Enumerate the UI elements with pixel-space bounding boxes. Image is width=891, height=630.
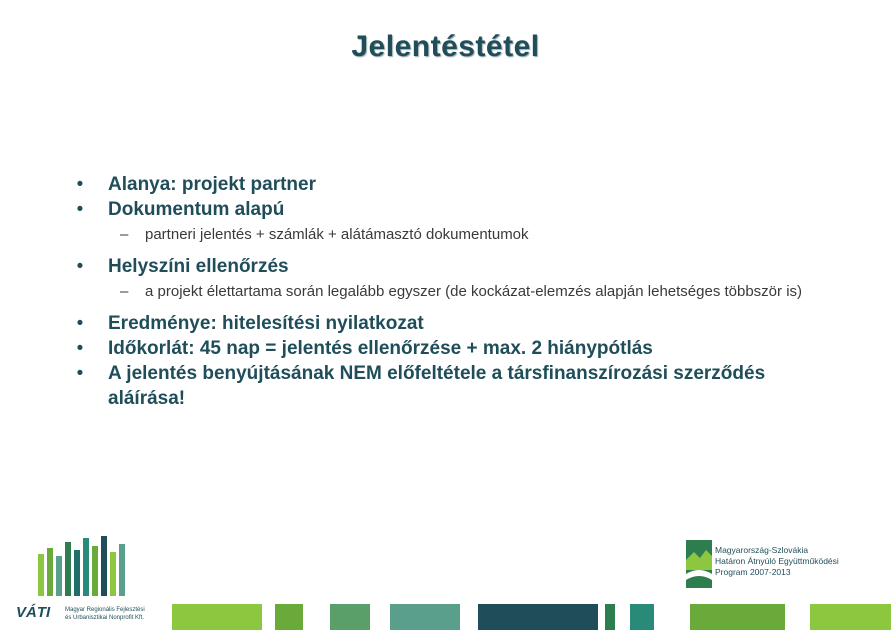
program-line: Program 2007-2013 (715, 567, 791, 577)
org-name-line: és Urbanisztikai Nonprofit Kft. (65, 615, 145, 621)
footer-stripe (630, 604, 654, 630)
bullet-item (70, 361, 830, 411)
program-line: Határon Átnyúló Együttműködési (715, 556, 839, 566)
bullet-icon: • (76, 338, 84, 359)
bullet-item (70, 197, 830, 222)
bullet-icon: • (76, 256, 84, 277)
dash-icon: – (120, 226, 129, 243)
bullet-list (70, 172, 830, 411)
program-line: Magyarország-Szlovákia (715, 545, 809, 555)
vati-logo-icon (38, 536, 138, 596)
sub-bullet-item (70, 225, 830, 244)
bullet-text: Dokumentum alapú (108, 199, 285, 220)
footer-stripe (810, 604, 891, 630)
sub-bullet-text: a projekt élettartama során legalább egyszer (de kockázat-elemzés alapján lehetséges többször is) (145, 283, 803, 300)
vati-logo-text: VÁTI (16, 604, 51, 621)
bullet-icon: • (76, 313, 84, 334)
bullet-text: Helyszíni ellenőrzés (108, 256, 289, 277)
org-name (65, 606, 145, 622)
footer-stripe (605, 604, 615, 630)
dash-icon: – (120, 283, 129, 300)
bullet-item (70, 254, 830, 279)
footer-stripe (390, 604, 460, 630)
bullet-item (70, 336, 830, 361)
bullet-text: Eredménye: hitelesítési nyilatkozat (108, 313, 424, 334)
program-name (715, 545, 839, 578)
footer-stripe (478, 604, 598, 630)
slide-title: Jelentéstétel (351, 30, 540, 63)
footer-stripe (275, 604, 303, 630)
sub-bullet-text: partneri jelentés + számlák + alátámasztó dokumentumok (145, 226, 529, 243)
bullet-item (70, 172, 830, 197)
bullet-item (70, 311, 830, 336)
bullet-text: A jelentés benyújtásának NEM előfeltétele a társfinanszírozási szerződés aláírása! (108, 363, 766, 409)
sub-bullet-item (70, 282, 830, 301)
program-logo-icon (686, 540, 718, 588)
bullet-icon: • (76, 174, 84, 195)
footer-stripe (330, 604, 370, 630)
footer-stripe (172, 604, 262, 630)
bullet-icon: • (76, 363, 84, 384)
bullet-text: Időkorlát: 45 nap = jelentés ellenőrzése + max. 2 hiánypótlás (108, 338, 653, 359)
org-name-line: Magyar Regionális Fejlesztési (65, 607, 145, 613)
bullet-icon: • (76, 199, 84, 220)
bullet-text: Alanya: projekt partner (108, 174, 316, 195)
footer-stripe (690, 604, 785, 630)
